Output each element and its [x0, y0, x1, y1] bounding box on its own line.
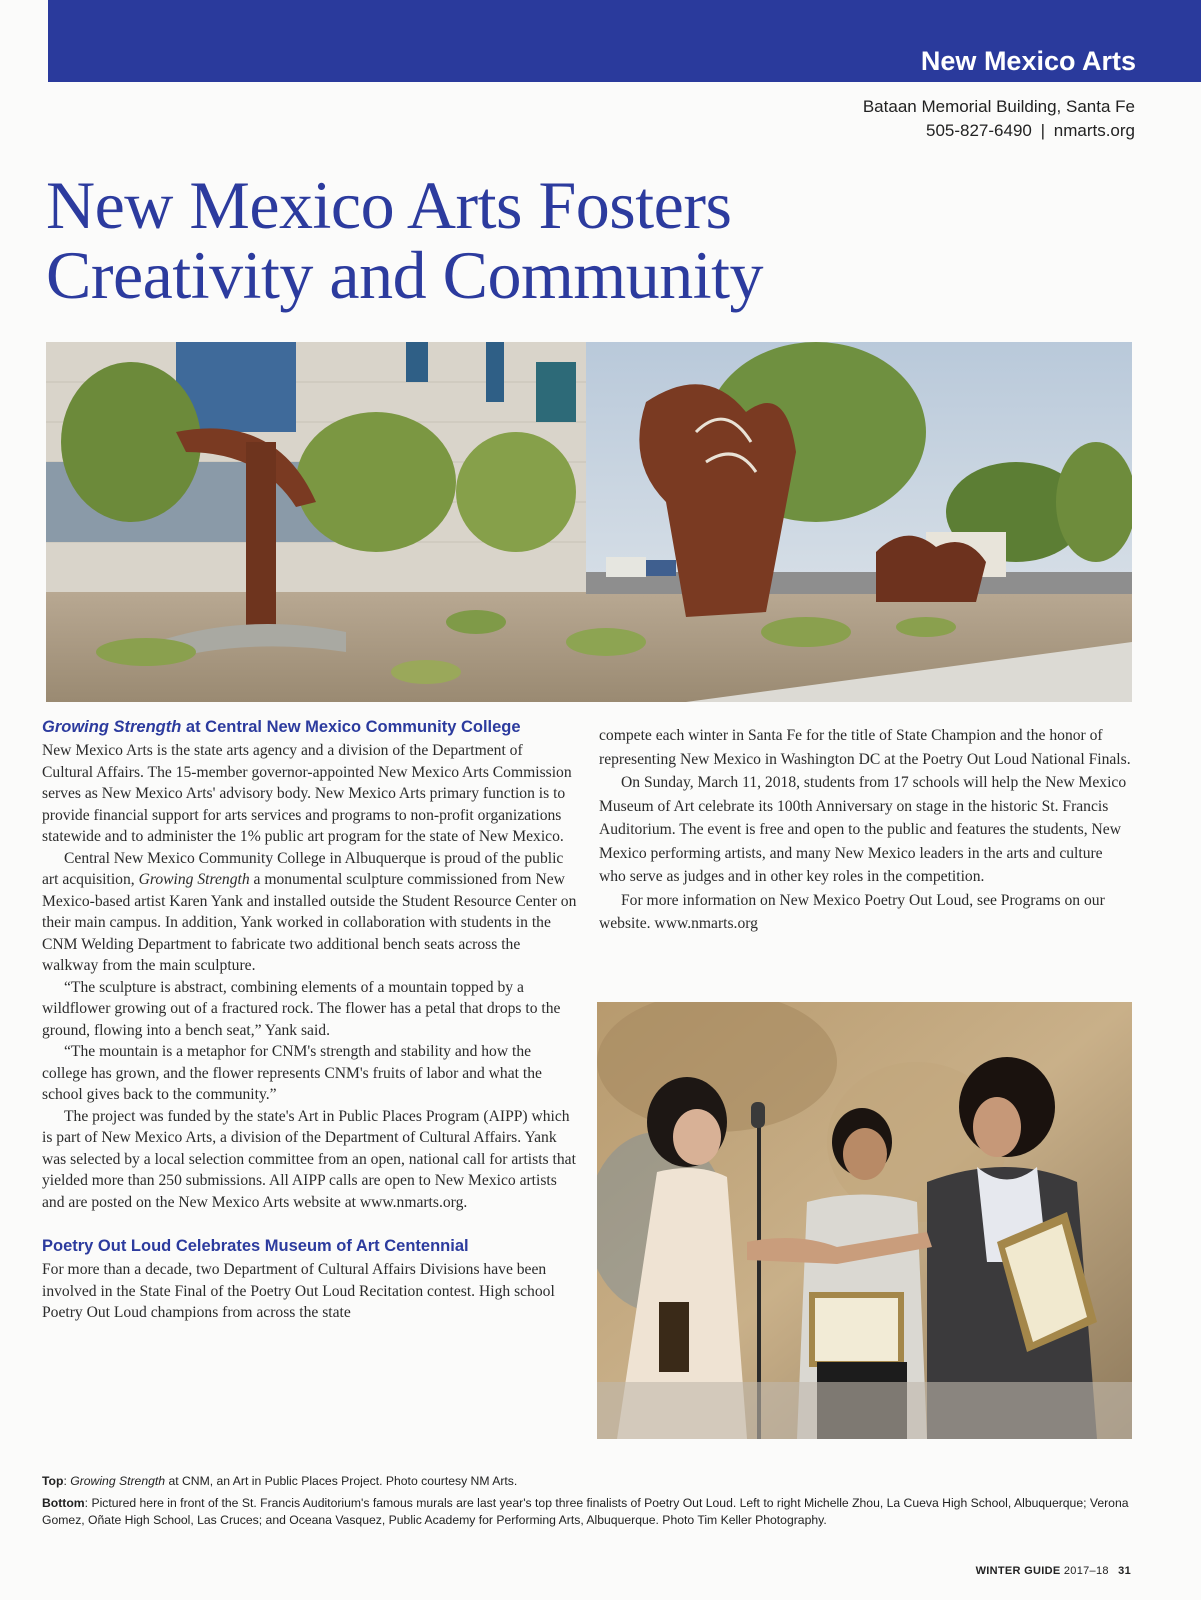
headline-line-1: New Mexico Arts Fosters	[46, 167, 732, 243]
finalists-photo-illustration	[597, 1002, 1132, 1439]
photo-captions	[42, 1473, 1132, 1534]
paragraph: compete each winter in Santa Fe for the title of State Champion and the honor of representing New Mexico in Washington DC at the Poetry Out Loud National Finals.	[599, 727, 1131, 768]
paragraph: For more than a decade, two Department of Cultural Affairs Divisions have been involved in the State Final of the Poetry Out Loud Recitation contest. High school Poetry Out Loud champions from across the state	[42, 1261, 555, 1321]
caption-top: Top: Growing Strength at CNM, an Art in Public Places Project. Photo courtesy NM Arts.	[42, 1474, 518, 1488]
article-right-column	[599, 724, 1133, 936]
header-banner	[48, 0, 1201, 82]
sculpture-photo	[46, 342, 1132, 702]
publication-name: WINTER GUIDE	[975, 1565, 1061, 1577]
paragraph: On Sunday, March 11, 2018, students from 17 schools will help the New Mexico Museum of Art celebrate its 100th Anniversary on stage in the historic St. Francis Auditorium. The event is free and open to the public and features the students, New Mexico performing artists, and many New Mexico leaders in the arts and culture who serve as judges and in other key roles in the competition.	[599, 774, 1127, 885]
sculpture-photo-illustration	[46, 342, 1132, 702]
page-title	[46, 167, 1046, 313]
address: Bataan Memorial Building, Santa Fe	[862, 97, 1135, 116]
banner-title: New Mexico Arts	[920, 46, 1136, 76]
paragraph: Central New Mexico Community College in Albuquerque is proud of the public art acquisition, Growing Strength a monumental sculpture commissioned from New Mexico-based artist Karen Yank and installed outside the Student Resource Center on their main campus. In addition, Yank worked in collaboration with students in the CNM Welding Department to fabricate two additional bench seats across the walkway from the main sculpture.	[42, 849, 577, 974]
headline-line-2: Creativity and Community	[46, 237, 764, 313]
separator: |	[1040, 121, 1046, 140]
paragraph: “The mountain is a metaphor for CNM's strength and stability and how the college has grown, and the flower represents CNM's fruits of labor and what the school gives back to the community.”	[42, 1043, 542, 1103]
paragraph: For more information on New Mexico Poetry Out Loud, see Programs on our website. www.nmarts.org	[599, 891, 1105, 932]
page-footer	[976, 1565, 1131, 1577]
article-left-column	[42, 716, 577, 1324]
caption-bottom: Bottom: Pictured here in front of the St. Francis Auditorium's famous murals are last year's top three finalists of Poetry Out Loud. Left to right Michelle Zhou, La Cueva High School, Albuquerque; Verona Gomez, Oñate High School, Las Cruces; and Oceana Vasquez, Public Academy for Performing Arts, Albuquerque. Photo Tim Keller Photography.	[42, 1496, 1129, 1527]
paragraph: The project was funded by the state's Art in Public Places Program (AIPP) which is part of New Mexico Arts, a division of the Department of Cultural Affairs. Yank was selected by a local selection committee from an open, national call for artists that yielded more than 250 submissions. All AIPP calls are open to New Mexico artists and are posted on the New Mexico Arts website at www.nmarts.org.	[42, 1107, 576, 1211]
paragraph: New Mexico Arts is the state arts agency and a division of the Department of Cultural Affairs. The 15-member governor-appointed New Mexico Arts Commission serves as New Mexico Arts' advisory body. New Mexico Arts primary function is to provide financial support for arts services and programs to non-profit organizations statewide and to administer the 1% public art program for the state of New Mexico.	[42, 742, 572, 845]
section-heading-poetry-out-loud: Poetry Out Loud Celebrates Museum of Art Centennial	[42, 1237, 469, 1255]
season: 2017–18	[1063, 1565, 1109, 1577]
page-number: 31	[1118, 1565, 1131, 1577]
section-heading-growing-strength: Growing Strength at Central New Mexico Community College	[42, 718, 521, 736]
finalists-photo	[597, 1002, 1132, 1439]
contact-info	[863, 95, 1135, 143]
phone: 505-827-6490	[925, 121, 1032, 140]
website-link[interactable]: nmarts.org	[1053, 121, 1135, 140]
paragraph: “The sculpture is abstract, combining elements of a mountain topped by a wildflower growing out of a fractured rock. The flower has a petal that drops to the ground, flowing into a bench seat,” Yank said.	[42, 978, 561, 1039]
